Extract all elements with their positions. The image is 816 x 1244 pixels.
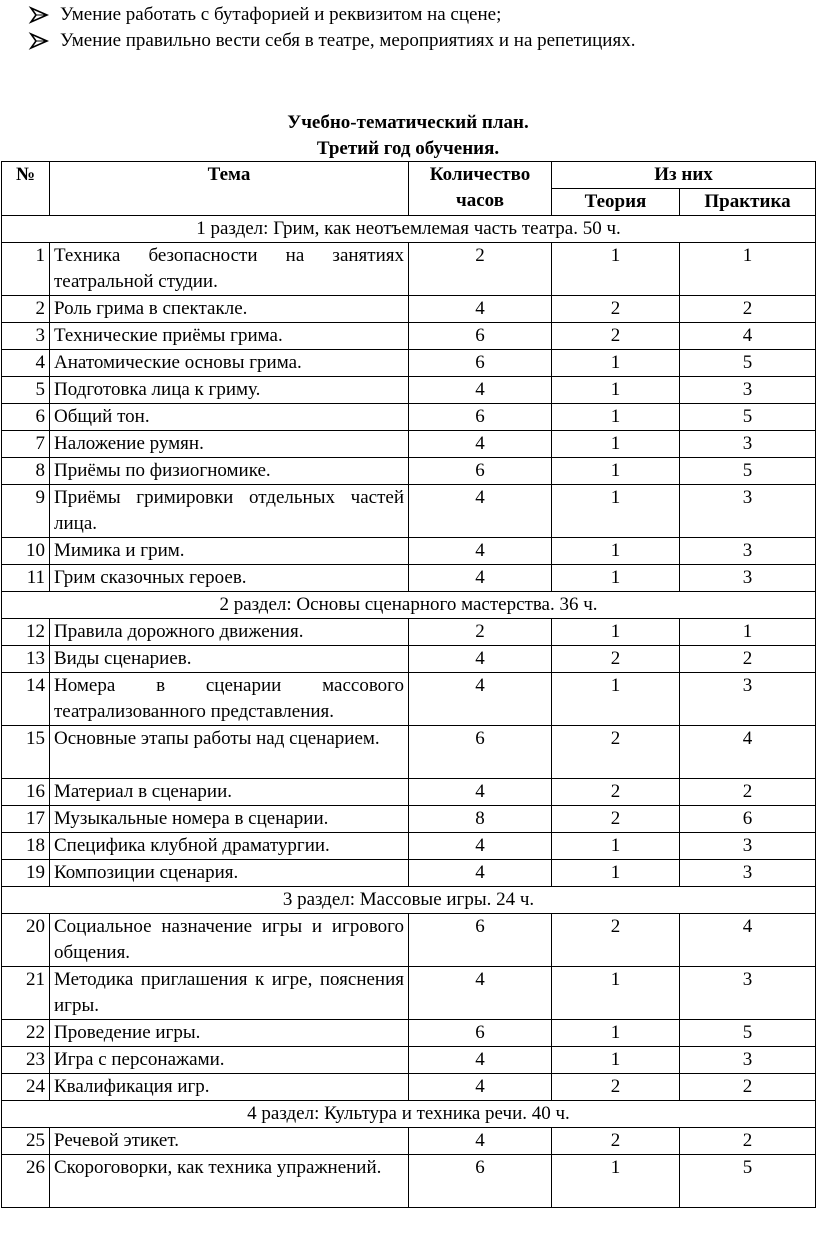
row-topic: Правила дорожного движения. — [50, 619, 409, 646]
row-practice: 3 — [680, 538, 816, 565]
header-of-them: Из них — [552, 162, 816, 189]
table-row — [2, 646, 816, 673]
row-practice: 5 — [680, 1020, 816, 1047]
table-row — [2, 458, 816, 485]
row-theory: 1 — [552, 377, 680, 404]
bullet-text: Умение правильно вести себя в театре, мероприятиях и на репетициях. — [60, 30, 636, 51]
table-row — [2, 833, 816, 860]
row-hours: 4 — [409, 1128, 552, 1155]
row-topic: Грим сказочных героев. — [50, 565, 409, 592]
row-practice: 3 — [680, 673, 816, 726]
table-row — [2, 350, 816, 377]
row-topic: Техника безопасности на занятиях театральной студии. — [50, 243, 409, 296]
row-hours: 6 — [409, 1155, 552, 1208]
row-theory: 2 — [552, 1074, 680, 1101]
header-hours — [409, 162, 552, 216]
row-practice: 5 — [680, 458, 816, 485]
row-topic: Приёмы гримировки отдельных частей лица. — [50, 485, 409, 538]
row-theory: 1 — [552, 485, 680, 538]
row-number: 2 — [2, 296, 50, 323]
table-row — [2, 323, 816, 350]
row-practice: 3 — [680, 860, 816, 887]
table-row — [2, 1155, 816, 1208]
row-hours: 4 — [409, 646, 552, 673]
row-theory: 2 — [552, 646, 680, 673]
row-practice: 3 — [680, 967, 816, 1020]
row-topic: Квалификация игр. — [50, 1074, 409, 1101]
row-number: 23 — [2, 1047, 50, 1074]
row-hours: 6 — [409, 1020, 552, 1047]
row-number: 8 — [2, 458, 50, 485]
row-hours: 6 — [409, 323, 552, 350]
row-hours: 4 — [409, 565, 552, 592]
row-theory: 1 — [552, 673, 680, 726]
bullet-item — [28, 28, 806, 54]
row-number: 16 — [2, 779, 50, 806]
table-row — [2, 431, 816, 458]
row-topic: Общий тон. — [50, 404, 409, 431]
row-topic: Виды сценариев. — [50, 646, 409, 673]
row-number: 12 — [2, 619, 50, 646]
header-hours-line2: часов — [456, 190, 504, 211]
row-practice: 4 — [680, 323, 816, 350]
row-number: 9 — [2, 485, 50, 538]
row-theory: 1 — [552, 458, 680, 485]
row-theory: 1 — [552, 1155, 680, 1208]
row-theory: 1 — [552, 619, 680, 646]
section-title: 2 раздел: Основы сценарного мастерства. 36 ч. — [2, 592, 816, 619]
table-row — [2, 914, 816, 967]
row-practice: 6 — [680, 806, 816, 833]
row-topic: Номера в сценарии массового театрализованного представления. — [50, 673, 409, 726]
row-topic: Проведение игры. — [50, 1020, 409, 1047]
bullet-list — [28, 2, 806, 54]
row-number: 1 — [2, 243, 50, 296]
row-number: 25 — [2, 1128, 50, 1155]
row-theory: 2 — [552, 296, 680, 323]
row-number: 15 — [2, 726, 50, 779]
table-row — [2, 538, 816, 565]
row-theory: 2 — [552, 1128, 680, 1155]
row-topic: Подготовка лица к гриму. — [50, 377, 409, 404]
section-row — [2, 1101, 816, 1128]
table-row — [2, 565, 816, 592]
row-hours: 6 — [409, 914, 552, 967]
row-practice: 3 — [680, 485, 816, 538]
table-row — [2, 404, 816, 431]
plan-title: Учебно-тематический план. — [287, 112, 529, 133]
table-row — [2, 779, 816, 806]
row-number: 11 — [2, 565, 50, 592]
row-theory: 1 — [552, 860, 680, 887]
row-practice: 5 — [680, 1155, 816, 1208]
row-practice: 5 — [680, 404, 816, 431]
row-topic: Социальное назначение игры и игрового общения. — [50, 914, 409, 967]
row-practice: 2 — [680, 646, 816, 673]
row-hours: 4 — [409, 1047, 552, 1074]
row-topic: Игра с персонажами. — [50, 1047, 409, 1074]
row-theory: 2 — [552, 806, 680, 833]
bullet-item — [28, 2, 806, 28]
arrowhead-bullet-icon — [28, 2, 50, 28]
row-theory: 1 — [552, 967, 680, 1020]
table-row — [2, 860, 816, 887]
row-number: 5 — [2, 377, 50, 404]
row-number: 14 — [2, 673, 50, 726]
row-number: 26 — [2, 1155, 50, 1208]
header-topic: Тема — [50, 162, 409, 216]
row-theory: 1 — [552, 538, 680, 565]
table-row — [2, 1128, 816, 1155]
row-practice: 3 — [680, 1047, 816, 1074]
row-theory: 1 — [552, 243, 680, 296]
table-row — [2, 619, 816, 646]
row-hours: 4 — [409, 296, 552, 323]
row-practice: 2 — [680, 296, 816, 323]
row-practice: 2 — [680, 1128, 816, 1155]
row-number: 21 — [2, 967, 50, 1020]
row-hours: 6 — [409, 404, 552, 431]
row-topic: Методика приглашения к игре, пояснения игры. — [50, 967, 409, 1020]
table-row — [2, 1074, 816, 1101]
row-topic: Приёмы по физиогномике. — [50, 458, 409, 485]
bullet-text: Умение работать с бутафорией и реквизитом на сцене; — [60, 4, 502, 25]
row-hours: 4 — [409, 860, 552, 887]
table-row — [2, 726, 816, 779]
arrowhead-bullet-icon — [28, 28, 50, 54]
row-number: 10 — [2, 538, 50, 565]
row-hours: 2 — [409, 619, 552, 646]
row-theory: 1 — [552, 1047, 680, 1074]
table-row — [2, 243, 816, 296]
row-hours: 4 — [409, 779, 552, 806]
row-practice: 3 — [680, 833, 816, 860]
table-row — [2, 1047, 816, 1074]
row-hours: 4 — [409, 967, 552, 1020]
header-number: № — [2, 162, 50, 216]
row-topic: Мимика и грим. — [50, 538, 409, 565]
row-number: 24 — [2, 1074, 50, 1101]
row-practice: 2 — [680, 779, 816, 806]
row-topic: Специфика клубной драматургии. — [50, 833, 409, 860]
row-hours: 4 — [409, 833, 552, 860]
table-row — [2, 377, 816, 404]
plan-subtitle: Третий год обучения. — [316, 138, 500, 159]
row-number: 22 — [2, 1020, 50, 1047]
row-number: 17 — [2, 806, 50, 833]
row-hours: 4 — [409, 377, 552, 404]
row-number: 19 — [2, 860, 50, 887]
row-theory: 1 — [552, 404, 680, 431]
row-hours: 8 — [409, 806, 552, 833]
table-row — [2, 296, 816, 323]
row-number: 6 — [2, 404, 50, 431]
row-hours: 4 — [409, 1074, 552, 1101]
row-practice: 1 — [680, 619, 816, 646]
header-hours-line1: Количество — [429, 164, 531, 185]
row-topic: Основные этапы работы над сценарием. — [50, 726, 409, 779]
header-theory: Теория — [552, 189, 680, 216]
row-practice: 3 — [680, 377, 816, 404]
row-number: 3 — [2, 323, 50, 350]
row-topic: Технические приёмы грима. — [50, 323, 409, 350]
row-practice: 3 — [680, 565, 816, 592]
row-hours: 2 — [409, 243, 552, 296]
row-topic: Музыкальные номера в сценарии. — [50, 806, 409, 833]
row-number: 13 — [2, 646, 50, 673]
table-row — [2, 1020, 816, 1047]
row-topic: Анатомические основы грима. — [50, 350, 409, 377]
row-theory: 1 — [552, 431, 680, 458]
row-theory: 1 — [552, 565, 680, 592]
row-theory: 1 — [552, 833, 680, 860]
row-hours: 6 — [409, 350, 552, 377]
section-title: 1 раздел: Грим, как неотъемлемая часть театра. 50 ч. — [2, 216, 816, 243]
row-topic: Скороговорки, как техника упражнений. — [50, 1155, 409, 1208]
table-row — [2, 673, 816, 726]
row-practice: 2 — [680, 1074, 816, 1101]
row-topic: Речевой этикет. — [50, 1128, 409, 1155]
section-title: 4 раздел: Культура и техника речи. 40 ч. — [2, 1101, 816, 1128]
row-hours: 4 — [409, 673, 552, 726]
row-hours: 6 — [409, 726, 552, 779]
table-body — [2, 216, 816, 1208]
curriculum-table — [1, 161, 816, 1208]
row-topic: Композиции сценария. — [50, 860, 409, 887]
row-number: 20 — [2, 914, 50, 967]
row-topic: Роль грима в спектакле. — [50, 296, 409, 323]
row-theory: 1 — [552, 350, 680, 377]
row-hours: 4 — [409, 538, 552, 565]
row-topic: Материал в сценарии. — [50, 779, 409, 806]
row-hours: 4 — [409, 485, 552, 538]
row-theory: 2 — [552, 726, 680, 779]
section-title: 3 раздел: Массовые игры. 24 ч. — [2, 887, 816, 914]
row-practice: 1 — [680, 243, 816, 296]
row-hours: 6 — [409, 458, 552, 485]
row-theory: 2 — [552, 914, 680, 967]
row-theory: 2 — [552, 323, 680, 350]
table-row — [2, 806, 816, 833]
table-row — [2, 485, 816, 538]
row-theory: 2 — [552, 779, 680, 806]
row-practice: 5 — [680, 350, 816, 377]
header-practice: Практика — [680, 189, 816, 216]
section-row — [2, 887, 816, 914]
row-number: 18 — [2, 833, 50, 860]
row-theory: 1 — [552, 1020, 680, 1047]
row-number: 4 — [2, 350, 50, 377]
table-row — [2, 967, 816, 1020]
row-hours: 4 — [409, 431, 552, 458]
row-number: 7 — [2, 431, 50, 458]
row-practice: 3 — [680, 431, 816, 458]
section-row — [2, 216, 816, 243]
section-row — [2, 592, 816, 619]
row-practice: 4 — [680, 914, 816, 967]
row-practice: 4 — [680, 726, 816, 779]
row-topic: Наложение румян. — [50, 431, 409, 458]
